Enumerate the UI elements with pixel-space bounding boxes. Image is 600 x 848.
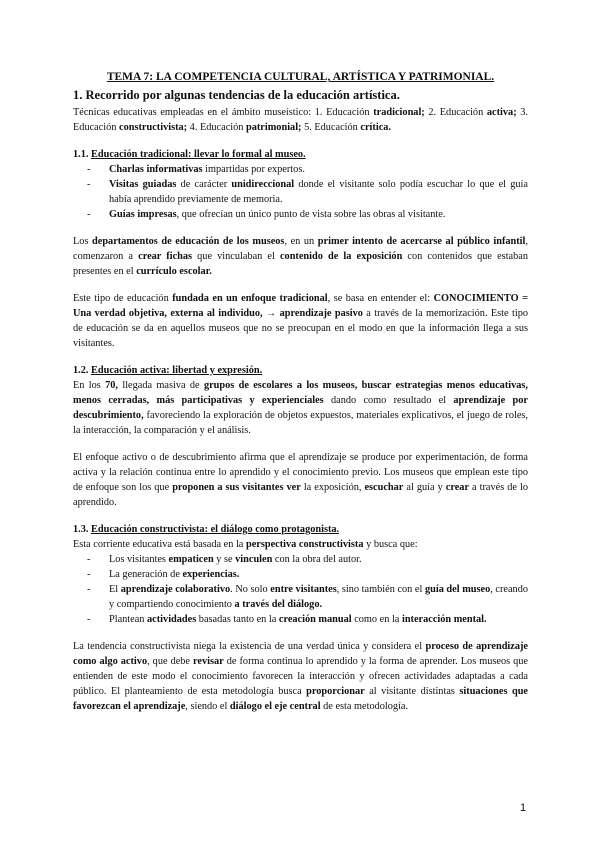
section-1-3-intro: Esta corriente educativa está basada en la perspectiva constructivista y busca que:	[73, 539, 418, 550]
section-1-3-list	[73, 552, 528, 627]
list-item: - Los visitantes empaticen y se vinculen con la obra del autor.	[109, 552, 528, 567]
list-item: - Charlas informativas impartidas por expertos.	[109, 162, 528, 177]
paragraph: El enfoque activo o de descubrimiento afirma que el aprendizaje se produce por experimentación, de forma activa y la relación continua entre lo aprendido y el conocimiento previo. Los museos que emplean este tipo de enfoque son los que proponen a sus visitantes ver la exposición, escuchar al guía y crear a través de lo aprendido.	[73, 452, 528, 508]
list-item: - La generación de experiencias.	[109, 567, 528, 582]
document-page	[73, 70, 528, 714]
section-1-2-heading: 1.2. Educación activa: libertad y expresión.	[73, 365, 263, 376]
list-item: - Visitas guiadas de carácter unidireccional donde el visitante solo podía escuchar lo que el guía había aprendido previamente de memoria.	[109, 177, 528, 207]
paragraph: Los departamentos de educación de los museos, en un primer intento de acercarse al público infantil, comenzaron a crear fichas que vinculaban el contenido de la exposición con contenidos que estaban presentes en el currículo escolar.	[73, 236, 528, 277]
section-1-heading: 1. Recorrido por algunas tendencias de la educación artística.	[73, 88, 400, 102]
paragraph: En los 70, llegada masiva de grupos de escolares a los museos, buscar estrategias menos educativas, menos cerradas, más participativas y experienciales dando como resultado el aprendizaje por descubrimiento, favoreciendo la exploración de objetos expuestos, materiales explicativos, el juego de roles, la interacción, la comparación y el análisis.	[73, 380, 528, 436]
section-1-1-list	[73, 162, 528, 222]
list-item: - Plantean actividades basadas tanto en la creación manual como en la interacción mental.	[109, 612, 528, 627]
paragraph: La tendencia constructivista niega la existencia de una verdad única y considera el proceso de aprendizaje como algo activo, que debe revisar de forma continua lo aprendido y la forma de aprender. Los museos que entienden de este modo el conocimiento favorecen la interacción y ofrecen actividades adaptadas a cada público. El planteamiento de esta metodología busca proporcionar al visitante distintas situaciones que favorezcan el aprendizaje, siendo el diálogo el eje central de esta metodología.	[73, 641, 528, 712]
section-1-1-heading: 1.1. Educación tradicional: llevar lo formal al museo.	[73, 149, 306, 160]
section-1-3-heading: 1.3. Educación constructivista: el diálogo como protagonista.	[73, 524, 340, 535]
list-item: - El aprendizaje colaborativo. No solo entre visitantes, sino también con el guía del museo, creando y compartiendo conocimiento a través del diálogo.	[109, 582, 528, 612]
list-item: - Guías impresas, que ofrecían un único punto de vista sobre las obras al visitante.	[109, 207, 528, 222]
section-1-intro: Técnicas educativas empleadas en el ámbito museístico: 1. Educación tradicional; 2. Educación activa; 3. Educación constructivista; 4. Educación patrimonial; 5. Educación crítica.	[73, 107, 529, 133]
document-title: TEMA 7: LA COMPETENCIA CULTURAL, ARTÍSTICA Y PATRIMONIAL.	[106, 71, 495, 83]
page-number: 1	[520, 802, 527, 814]
paragraph: Este tipo de educación fundada en un enfoque tradicional, se basa en entender el: CONOCIMIENTO = Una verdad objetiva, externa al individuo, → aprendizaje pasivo a través de la memorización. Este tipo de educación se da en aquellos museos que no se preocupan en el modo en que la información llega a sus visitantes.	[73, 293, 528, 349]
